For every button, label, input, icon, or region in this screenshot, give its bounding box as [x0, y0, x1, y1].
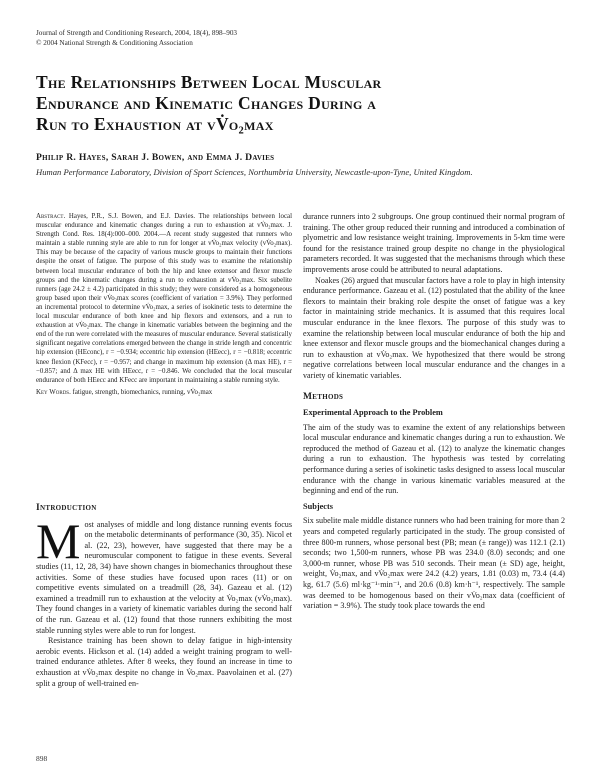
left-column-body	[36, 493, 292, 689]
subheading-experimental-approach: Experimental Approach to the Problem	[303, 408, 443, 418]
keywords-text: fatigue, strength, biomechanics, running, vV̇o₂max	[72, 388, 213, 396]
title-line-2: Endurance and Kinematic Changes During a	[36, 93, 377, 113]
journal-header	[36, 29, 237, 48]
abstract-label: Abstract.	[36, 213, 66, 220]
intro-paragraph-2: Resistance training has been shown to delay fatigue in high-intensity aerobic events. Hickson et al. (14) added a weight training program to well-trained endurance athletes. After 8 weeks, they found an increase in time to exhaustion at vV̇o₂max despite no change in V̇o₂max. Paavolainen et al. (27) split a group of well-trained en-	[36, 636, 292, 688]
intro-paragraph-4: Noakes (26) argued that muscular factors have a role to play in high intensity endurance performance. Gazeau et al. (12) postulated that the ability of the knee flexors to maintain their braking role despite the onset of fatigue was a key factor in maintaining stride mechanics. It is assumed that this requires local muscular endurance in the knee flexors. The purpose of this study was to examine the relationship between local muscular endurance of both the hip and knee extensor and flexor muscle groups and the biomechanical changes during a run to exhaustion at vV̇o₂max. We hypothesized that there would be strong negative correlations between local muscular endurance and the changes in a variety of kinematic variables.	[303, 275, 566, 380]
author-affiliation: Human Performance Laboratory, Division of Sport Sciences, Northumbria University, Newcastle-upon-Tyne, United Kingdom.	[36, 167, 473, 177]
intro-paragraph-1: Most analyses of middle and long distance running events focus on the metabolic determinants of performance (30, 35). Nicol et al. (22, 23), however, have suggested that there may be a neuromuscular component to fatigue in these events. Several studies (11, 12, 28, 34) have shown changes in biomechanics throughout these activities. Some of these studies have focused upon races (11) or on competitive events simulated on a treadmill (28, 34). Gazeau et al. (12) examined a treadmill run to exhaustion at the velocity at V̇o₂max (vV̇o₂max). They found changes in a variety of kinematic variables during the second half of the run. Gazeau et al. (12) found that those runners exhibiting the most stable running styles were able to run for longest.	[36, 512, 292, 635]
abstract-block	[36, 212, 292, 397]
keywords-label: Key Words.	[36, 388, 71, 396]
section-heading-methods: Methods	[303, 391, 344, 402]
abstract-text: Hayes, P.R., S.J. Bowen, and E.J. Davies. The relationships between local muscular endurance and kinematic changes during a run to exhaustion at vV̇o₂max. J. Strength Cond. Res. 18(4):000–000. 2004.—A recent study suggested that runners who maintain a stable running style are able to run for longer at vV̇o₂max velocity (vV̇o₂max). This may be because of the capacity of various muscle groups to maintain their functions despite the onset of fatigue. The purpose of this study was to examine the relationship between local muscular endurance of both the hip and knee extensor and flexor muscle groups and the kinematic changes during a run to exhaustion at vV̇o₂max. Six subelite runners (age 24.2 ± 4.2) participated in this study; they were considered as a homogeneous group based upon their vV̇o₂max scores (coefficient of variation = 3.9%). They performed an incremental protocol to determine vV̇o₂max, a series of isokinetic tests to determine the local muscular endurance of both knee and hip flexors and extensors, and a run to exhaustion at vV̇o₂max. The change in kinematic variables between the beginning and the end of the run were correlated with the measures of muscular endurance. Several statistically significant negative correlations emerged between the change in stride length and concentric hip extension (HEconc), r = −0.934; eccentric hip extension (HEecc), r = −0.818; eccentric knee flexion (KFecc), r = −0.957; and change in maximum hip extension (Δ max HE), r = −0.857; and Δ max HE with HEecc, r = −0.846. We concluded that the local muscular endurance of both HEecc and KFecc are important in maintaining a stable running style.	[36, 213, 292, 384]
right-column-body	[303, 212, 565, 612]
methods-paragraph-1: The aim of the study was to examine the extent of any relationships between local muscular endurance and kinematic changes during a run to exhaustion. We reproduced the method of Gazeau et al. (12) to analyze the kinematic changes during a run to exhaustion. The hypothesis was tested by correlating performance during a series of isokinetic tasks designed to assess local muscular endurance with the change in various kinematic variables measured at the beginning and end of the run.	[303, 422, 565, 496]
author-list: Philip R. Hayes, Sarah J. Bowen, and Emma J. Davies	[36, 152, 275, 163]
section-heading-introduction: Introduction	[36, 503, 97, 513]
copyright-notice: © 2004 National Strength & Conditioning Association	[36, 38, 193, 47]
page-number: 898	[36, 754, 48, 763]
title-line-3: Run to Exhaustion at vV̇o₂max	[36, 114, 274, 134]
article-title	[36, 72, 566, 135]
subheading-subjects: Subjects	[303, 501, 333, 511]
journal-citation: Journal of Strength and Conditioning Research, 2004, 18(4), 898–903	[36, 29, 238, 37]
intro-paragraph-3: durance runners into 2 subgroups. One group continued their normal program of training. The other group reduced their running and introduced a combination of plyometric and low resistance weight training. Improvements in 5-km time were found for the resistance trained group despite no change in the physiological parameters recorded. It was suggested that the mechanisms through which these improvements arose could be attributed to neural adaptations.	[303, 212, 565, 274]
drop-cap: M	[36, 512, 81, 569]
methods-paragraph-2: Six subelite male middle distance runners who had been training for more than 2 years and competed regularly participated in the study. The group consisted of three 800-m runners, whose personal best (PB; mean (± range)) was 112.1 (2.1) seconds; two 1,500-m runners, whose PB was 234.0 (8.0) seconds; and one 3,000-m runner, whose PB was 510 seconds. Their mean (± SD) age, height, weight, V̇o₂max, and vV̇o₂max were 24.2 (4.2) years, 1.81 (0.03) m, 73.4 (4.4) kg, 61.7 (5.6) ml·kg⁻¹·min⁻¹, and 20.6 (0.8) km·h⁻¹, respectively. The sample was deemed to be homogenous based on their vV̇o₂max data (coefficient of variation = 3.9%). The study took place towards the end	[303, 516, 565, 611]
title-line-1: The Relationships Between Local Muscular	[36, 72, 382, 92]
